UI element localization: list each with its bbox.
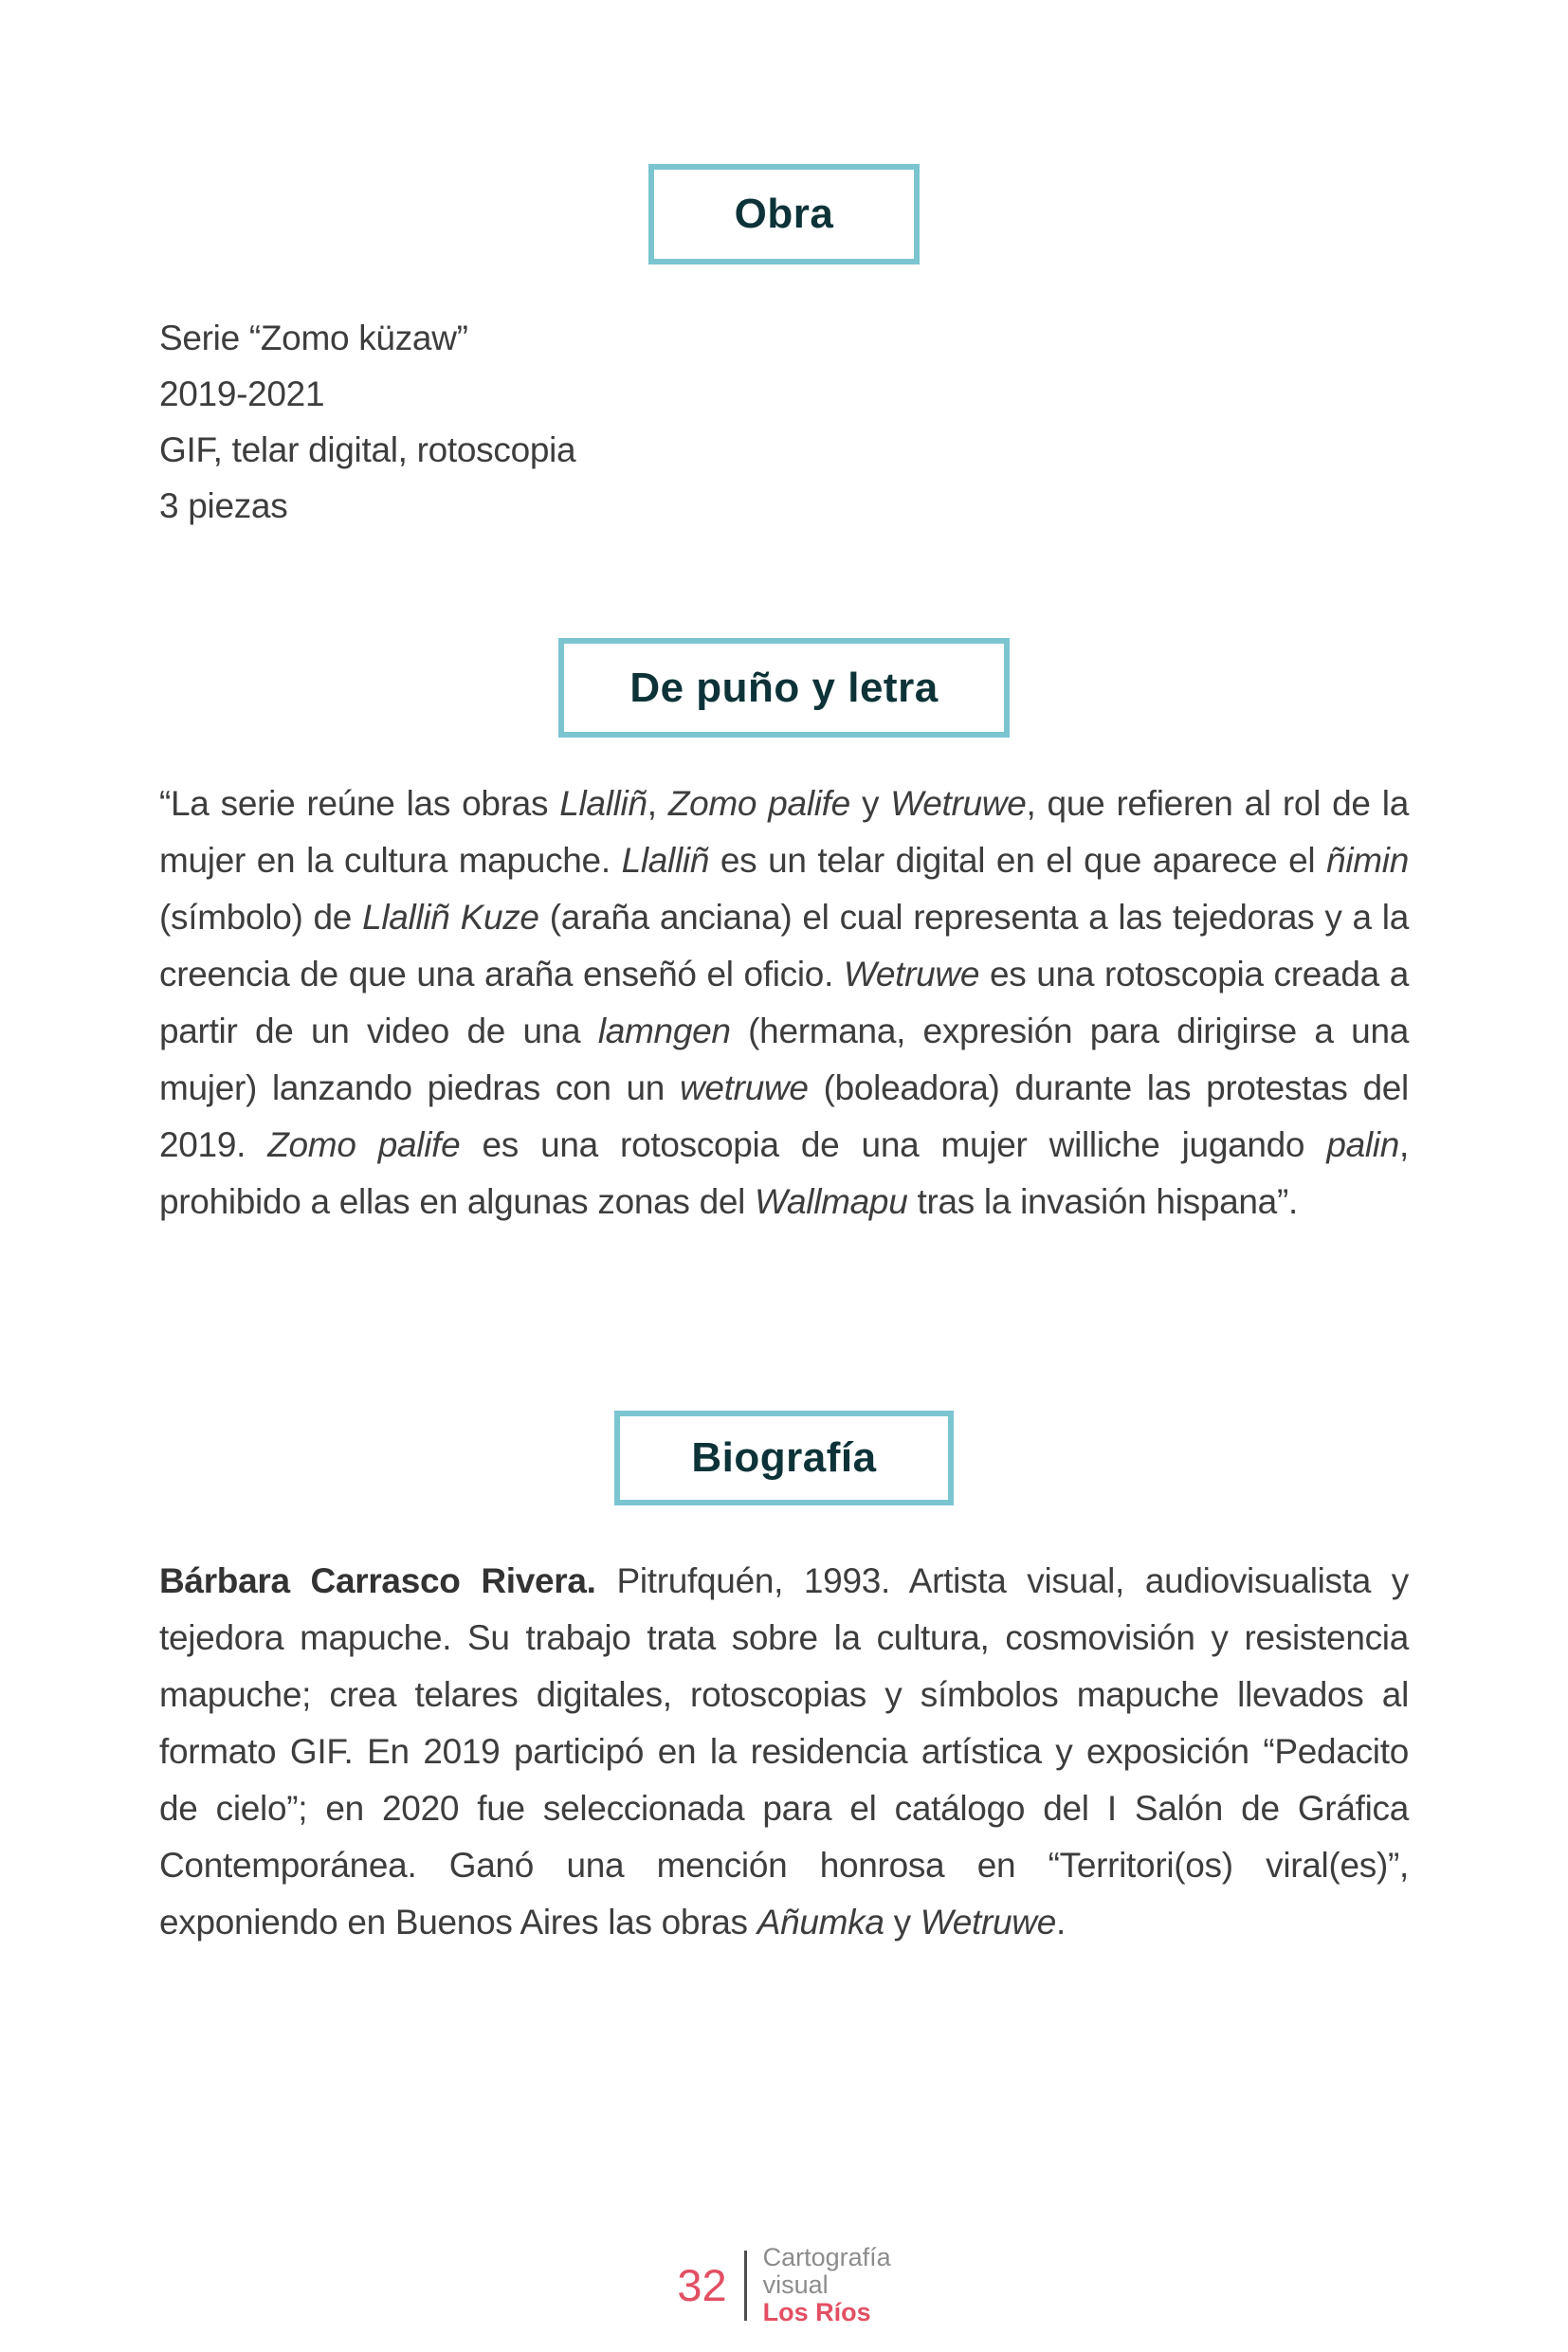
biography-section-title: Biografía — [691, 1434, 877, 1481]
footer-brand-block — [763, 2244, 891, 2326]
obra-section-title: Obra — [734, 191, 834, 237]
footer-brand-line-3: Los Ríos — [762, 2298, 871, 2326]
statement-section-title: De puño y letra — [629, 664, 939, 711]
artwork-details — [159, 310, 1409, 534]
artwork-series-title: Serie “Zomo küzaw” — [159, 319, 468, 357]
biography-section-heading-box — [614, 1411, 954, 1505]
artwork-pieces-count: 3 piezas — [159, 486, 288, 525]
page-number: 32 — [677, 2260, 727, 2310]
footer-divider — [744, 2251, 747, 2321]
artwork-years: 2019-2021 — [159, 374, 325, 413]
artist-statement-paragraph: “La serie reúne las obras Llalliñ, Zomo palife y Wetruwe, que refieren al rol de la mujer en la cultura mapuche. Llalliñ es un telar digital en el que aparece el ñimin (símbolo) de Llalliñ Kuze (araña anciana) el cual representa a las tejedoras y a la creencia de que una araña enseñó el oficio. Wetruwe es una rotoscopia creada a partir de un video de una lamngen (hermana, expresión para dirigirse a una mujer) lanzando piedras con un wetruwe (boleadora) durante las protestas del 2019. Zomo palife es una rotoscopia de una mujer williche jugando palin, prohibido a ellas en algunas zonas del Wallmapu tras la invasión hispana”. — [159, 784, 1409, 1221]
footer-brand-line-1: Cartografía — [762, 2243, 891, 2271]
biography-paragraph: Bárbara Carrasco Rivera. Pitrufquén, 1993. Artista visual, audiovisualista y tejedora mapuche. Su trabajo trata sobre la cultura, cosmovisión y resistencia mapuche; crea telares digitales, rotoscopias y símbolos mapuche llevados al formato GIF. En 2019 participó en la residencia artística y exposición “Pedacito de cielo”; en 2020 fue seleccionada para el catálogo del I Salón de Gráfica Contemporánea. Ganó una mención honrosa en “Territori(os) viral(es)”, exponiendo en Buenos Aires las obras Añumka y Wetruwe. — [159, 1561, 1410, 1942]
page-footer — [0, 2244, 1568, 2326]
obra-section-heading-box — [648, 164, 920, 264]
artwork-technique: GIF, telar digital, rotoscopia — [159, 430, 576, 469]
statement-section-heading-box — [558, 638, 1010, 738]
footer-brand-line-2: visual — [762, 2270, 829, 2299]
